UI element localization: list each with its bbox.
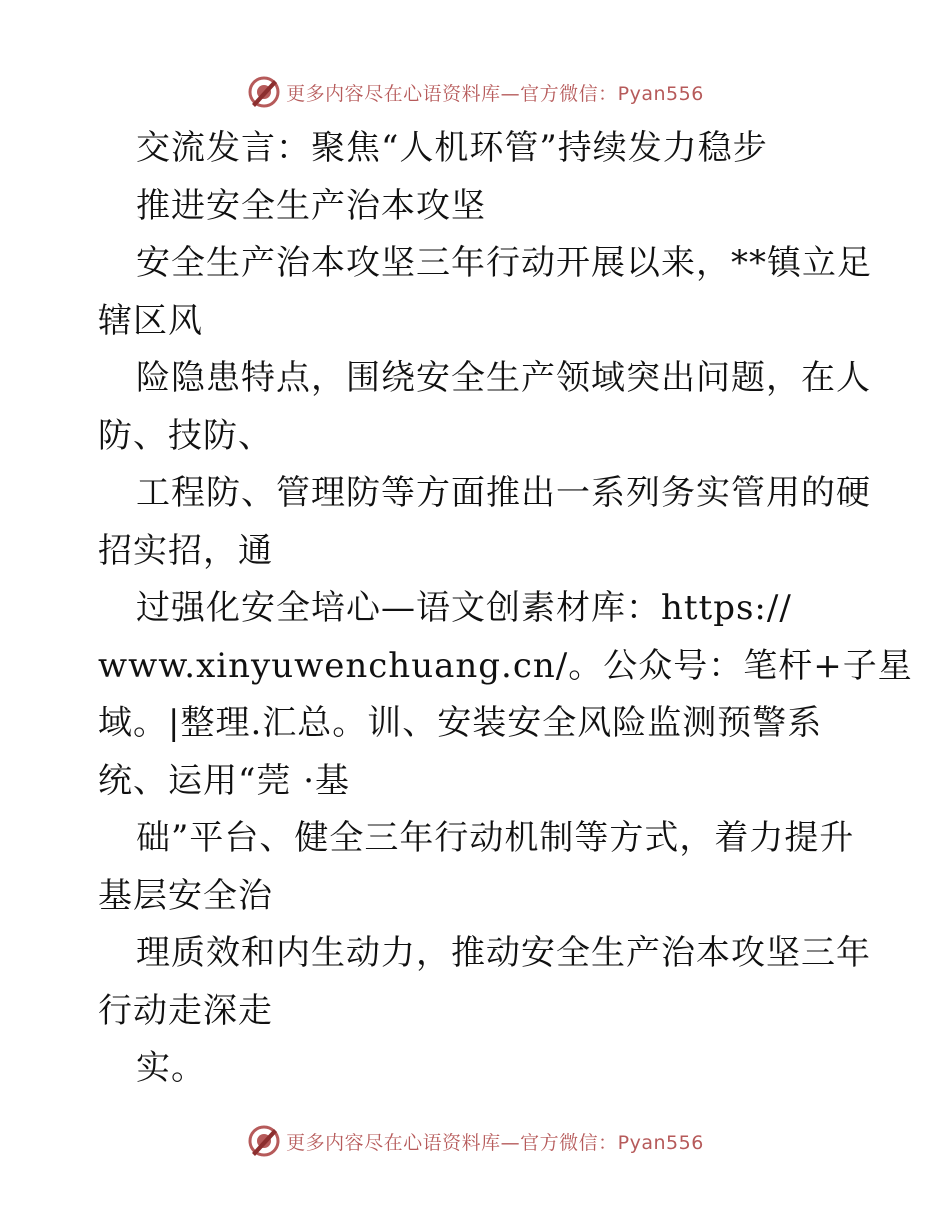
paragraph-line: 工程防、管理防等方面推出一系列务实管用的硬 <box>136 473 871 513</box>
paragraph-line: 行动走深走 <box>98 990 273 1031</box>
paragraph-line: 统、运用“莞 ·基 <box>98 760 350 801</box>
header-watermark <box>0 72 950 112</box>
paragraph-line: 安全生产治本攻坚三年行动开展以来，**镇立足 <box>136 243 872 283</box>
watermark-text: 更多内容尽在心语资料库—官方微信：Pyan556 <box>286 82 704 105</box>
paragraph-line: 域。|整理.汇总。训、安装安全风险监测预警系 <box>98 703 823 743</box>
paragraph-line: 过强化安全培心—语文创素材库：https:// <box>136 588 792 628</box>
pen-circle-logo-icon <box>246 74 282 110</box>
paragraph-line: 实。 <box>136 1048 206 1088</box>
footer-watermark <box>0 1121 950 1161</box>
paragraph-line: 基层安全治 <box>98 875 273 916</box>
paragraph-line: 防、技防、 <box>98 415 273 456</box>
title-line-2: 推进安全生产治本攻坚 <box>136 185 486 226</box>
paragraph-line: 招实招，通 <box>98 530 273 571</box>
document-body <box>98 120 913 1098</box>
watermark-text: 更多内容尽在心语资料库—官方微信：Pyan556 <box>286 1131 704 1154</box>
paragraph-line: www.xinyuwenchuang.cn/。公众号：笔杆+子星 <box>98 645 913 686</box>
paragraph-line: 理质效和内生动力，推动安全生产治本攻坚三年 <box>136 933 871 973</box>
paragraph-line: 础”平台、健全三年行动机制等方式，着力提升 <box>136 818 855 858</box>
paragraph-line: 险隐患特点，围绕安全生产领域突出问题，在人 <box>136 358 871 398</box>
paragraph-line: 辖区风 <box>98 300 203 341</box>
title-line-1: 交流发言：聚焦“人机环管”持续发力稳步 <box>136 128 768 168</box>
pen-circle-logo-icon <box>246 1123 282 1159</box>
